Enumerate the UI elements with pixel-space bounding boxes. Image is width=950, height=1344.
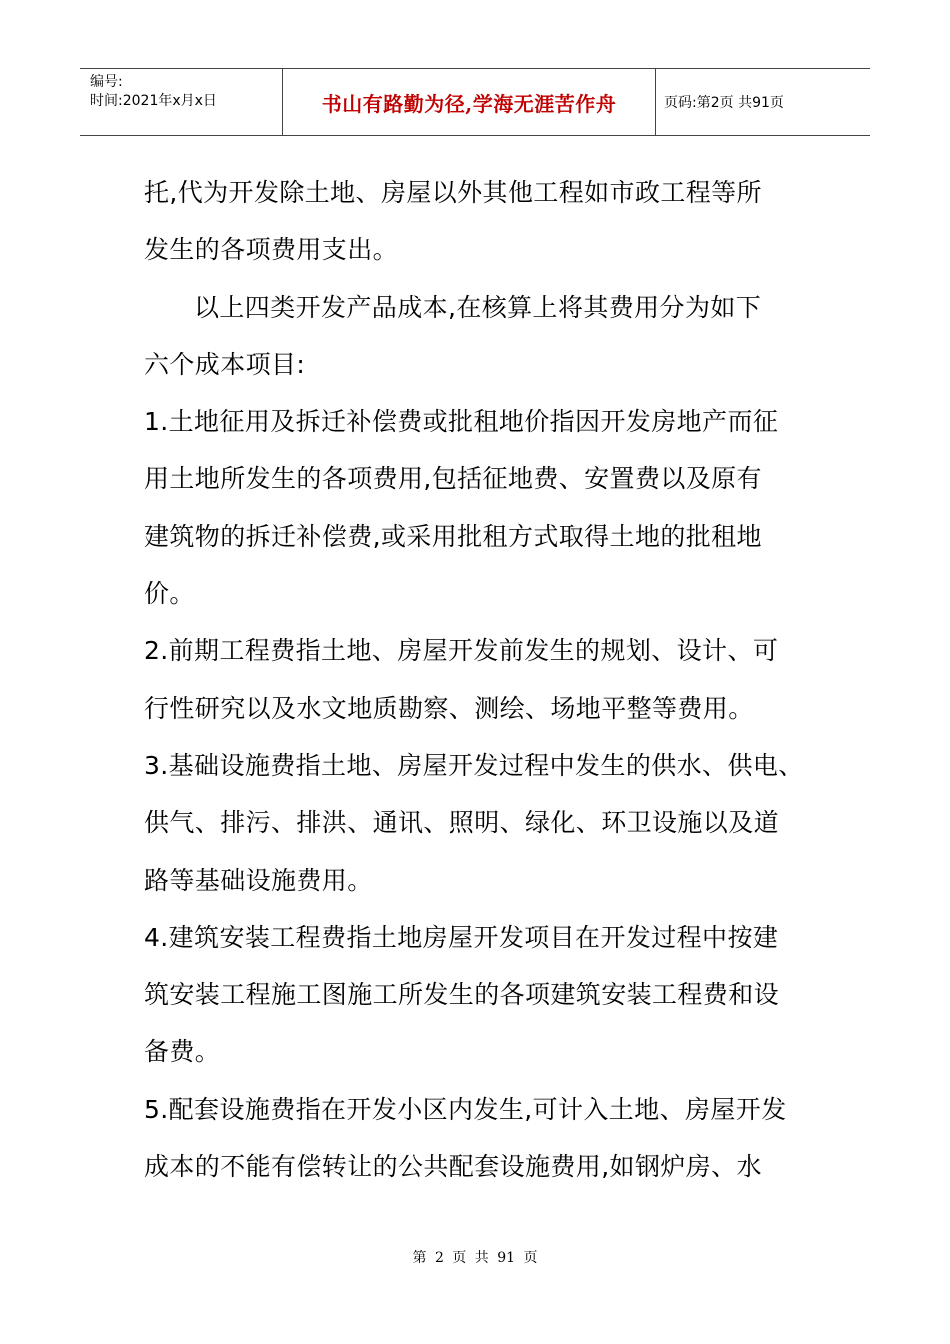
body-line: 用土地所发生的各项费用,包括征地费、安置费以及原有 bbox=[144, 464, 762, 494]
body-line: 以上四类开发产品成本,在核算上将其费用分为如下 bbox=[194, 292, 762, 322]
page-footer: 第 2 页 共 91 页 bbox=[412, 1250, 538, 1266]
body-line: 备费。 bbox=[144, 1037, 221, 1067]
body-line: 价。 bbox=[144, 579, 195, 609]
body-line: 5.配套设施费指在开发小区内发生,可计入土地、房屋开发 bbox=[144, 1094, 787, 1124]
body-line: 成本的不能有偿转让的公共配套设施费用,如钢炉房、水 bbox=[144, 1152, 762, 1182]
body-line: 2.前期工程费指土地、房屋开发前发生的规划、设计、可 bbox=[144, 636, 779, 666]
body-line: 供气、排污、排洪、通讯、照明、绿化、环卫设施以及道 bbox=[144, 808, 780, 838]
header-meta bbox=[80, 69, 283, 135]
body-line: 建筑物的拆迁补偿费,或采用批租方式取得土地的批租地 bbox=[144, 521, 762, 551]
document-body bbox=[144, 164, 824, 1195]
date-label: 时间:2021年x月x日 bbox=[90, 93, 217, 109]
number-label: 编号: bbox=[90, 74, 123, 90]
body-line: 六个成本项目: bbox=[144, 349, 306, 379]
body-line: 行性研究以及水文地质勘察、测绘、场地平整等费用。 bbox=[144, 693, 754, 723]
header-motto: 书山有路勤为径,学海无涯苦作舟 bbox=[321, 91, 617, 116]
body-line: 1.土地征用及拆迁补偿费或批租地价指因开发房地产而征 bbox=[144, 407, 779, 437]
body-line: 托,代为开发除土地、房屋以外其他工程如市政工程等所 bbox=[144, 178, 762, 207]
header-page-info: 页码:第2页 共91页 bbox=[664, 95, 784, 111]
page-header bbox=[80, 68, 870, 136]
body-line: 4.建筑安装工程费指土地房屋开发项目在开发过程中按建 bbox=[144, 922, 779, 952]
header-motto-cell bbox=[283, 69, 656, 135]
body-line: 路等基础设施费用。 bbox=[144, 865, 373, 895]
body-line: 发生的各项费用支出。 bbox=[144, 235, 399, 265]
body-line: 筑安装工程施工图施工所发生的各项建筑安装工程费和设 bbox=[144, 980, 780, 1010]
body-line: 3.基础设施费指土地、房屋开发过程中发生的供水、供电、 bbox=[144, 750, 804, 780]
